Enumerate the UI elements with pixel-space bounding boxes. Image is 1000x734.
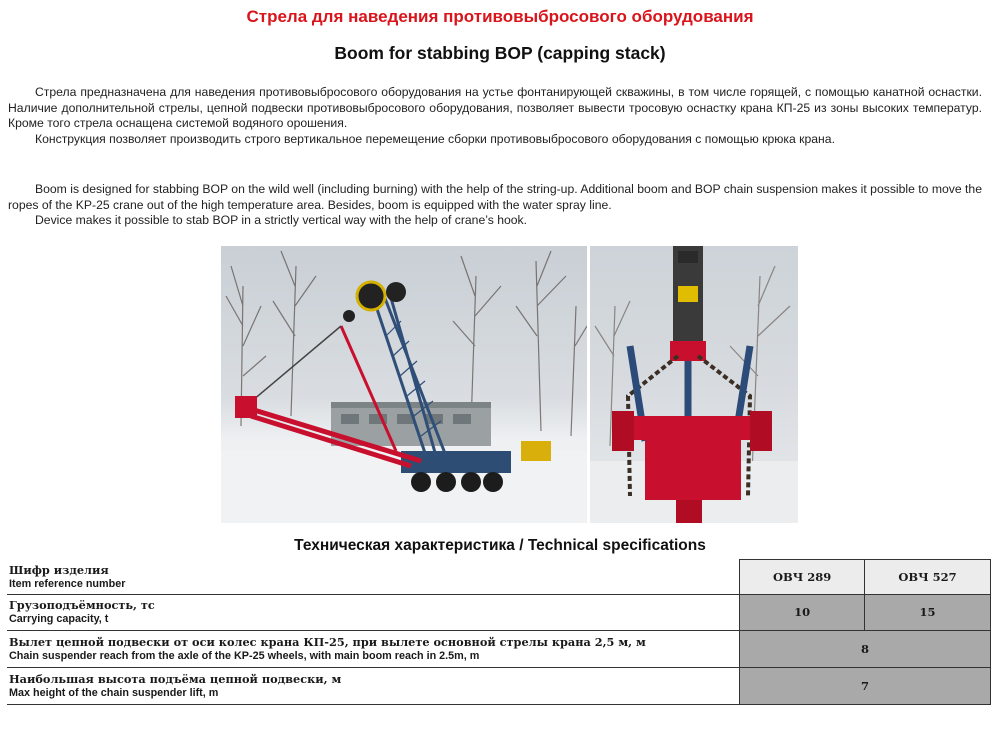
model-header-1: ОВЧ 289: [740, 560, 865, 595]
description-en-paragraph-2: Device makes it possible to stab BOP in a strictly vertical way with the help of crane’s hook.: [35, 213, 528, 227]
capacity-value-2: 15: [865, 594, 991, 630]
label-ru: Вылет цепной подвески от оси колес крана КП-25, при вылете основной стрелы крана 2,5 м, м: [9, 634, 646, 649]
capacity-value-1: 10: [740, 594, 865, 630]
row-label: [7, 594, 740, 630]
description-en-paragraph-1: Boom is designed for stabbing BOP on the wild well (including burning) with the help of the string-up. Additional boom and BOP chain suspension makes it possible to move the ropes of the KP-25 crane out of the high temperature area. Besides, boom is equipped with the water spray line.: [8, 182, 982, 212]
specifications-title: Техническая характеристика / Technical specifications: [294, 537, 706, 554]
label-en: Item reference number: [9, 577, 126, 590]
model-header-2: ОВЧ 527: [865, 560, 991, 595]
label-en: Max height of the chain suspender lift, m: [9, 686, 219, 699]
title-english: Boom for stabbing BOP (capping stack): [334, 43, 666, 63]
label-en: Carrying capacity, t: [9, 613, 109, 625]
chain-suspension-photo: [590, 246, 798, 523]
description-russian: [8, 85, 982, 147]
description-ru-paragraph-1: Стрела предназначена для наведения противовыбросового оборудования на устье фонтанирующей скважины, в том числе горящей, с помощью канатной оснастки. Наличие дополнительной стрелы, цепной подвески противовыбросового оборудования, позволяет вывести тросовую оснастку крана КП-25 из зоны высоких температур. Кроме того стрела оснащена системой водяного орошения.: [8, 85, 982, 130]
boom-photo-overview: [221, 246, 587, 523]
lift-height-value: 7: [740, 667, 991, 704]
label-en: Chain suspender reach from the axle of the KP-25 wheels, with main boom reach in 2.5m, m: [9, 649, 480, 662]
reach-value: 8: [740, 630, 991, 667]
table-row: [7, 594, 991, 630]
label-ru: Наибольшая высота подъёма цепной подвески, м: [9, 671, 342, 686]
description-ru-paragraph-2: Конструкция позволяет производить строго вертикальное перемещение сборки противовыбросового оборудования с помощью крюка крана.: [35, 131, 835, 146]
description-english: [8, 182, 982, 229]
row-label: [7, 630, 740, 667]
table-row: [7, 630, 991, 667]
table-row: [7, 667, 991, 704]
specifications-table: [7, 559, 991, 705]
title-russian: Стрела для наведения противовыбросового оборудования: [246, 7, 754, 26]
row-label: [7, 667, 740, 704]
label-ru: Шифр изделия: [9, 562, 109, 577]
row-label: [7, 560, 740, 595]
label-ru: Грузоподъёмность, тс: [9, 598, 155, 612]
table-row: [7, 560, 991, 595]
